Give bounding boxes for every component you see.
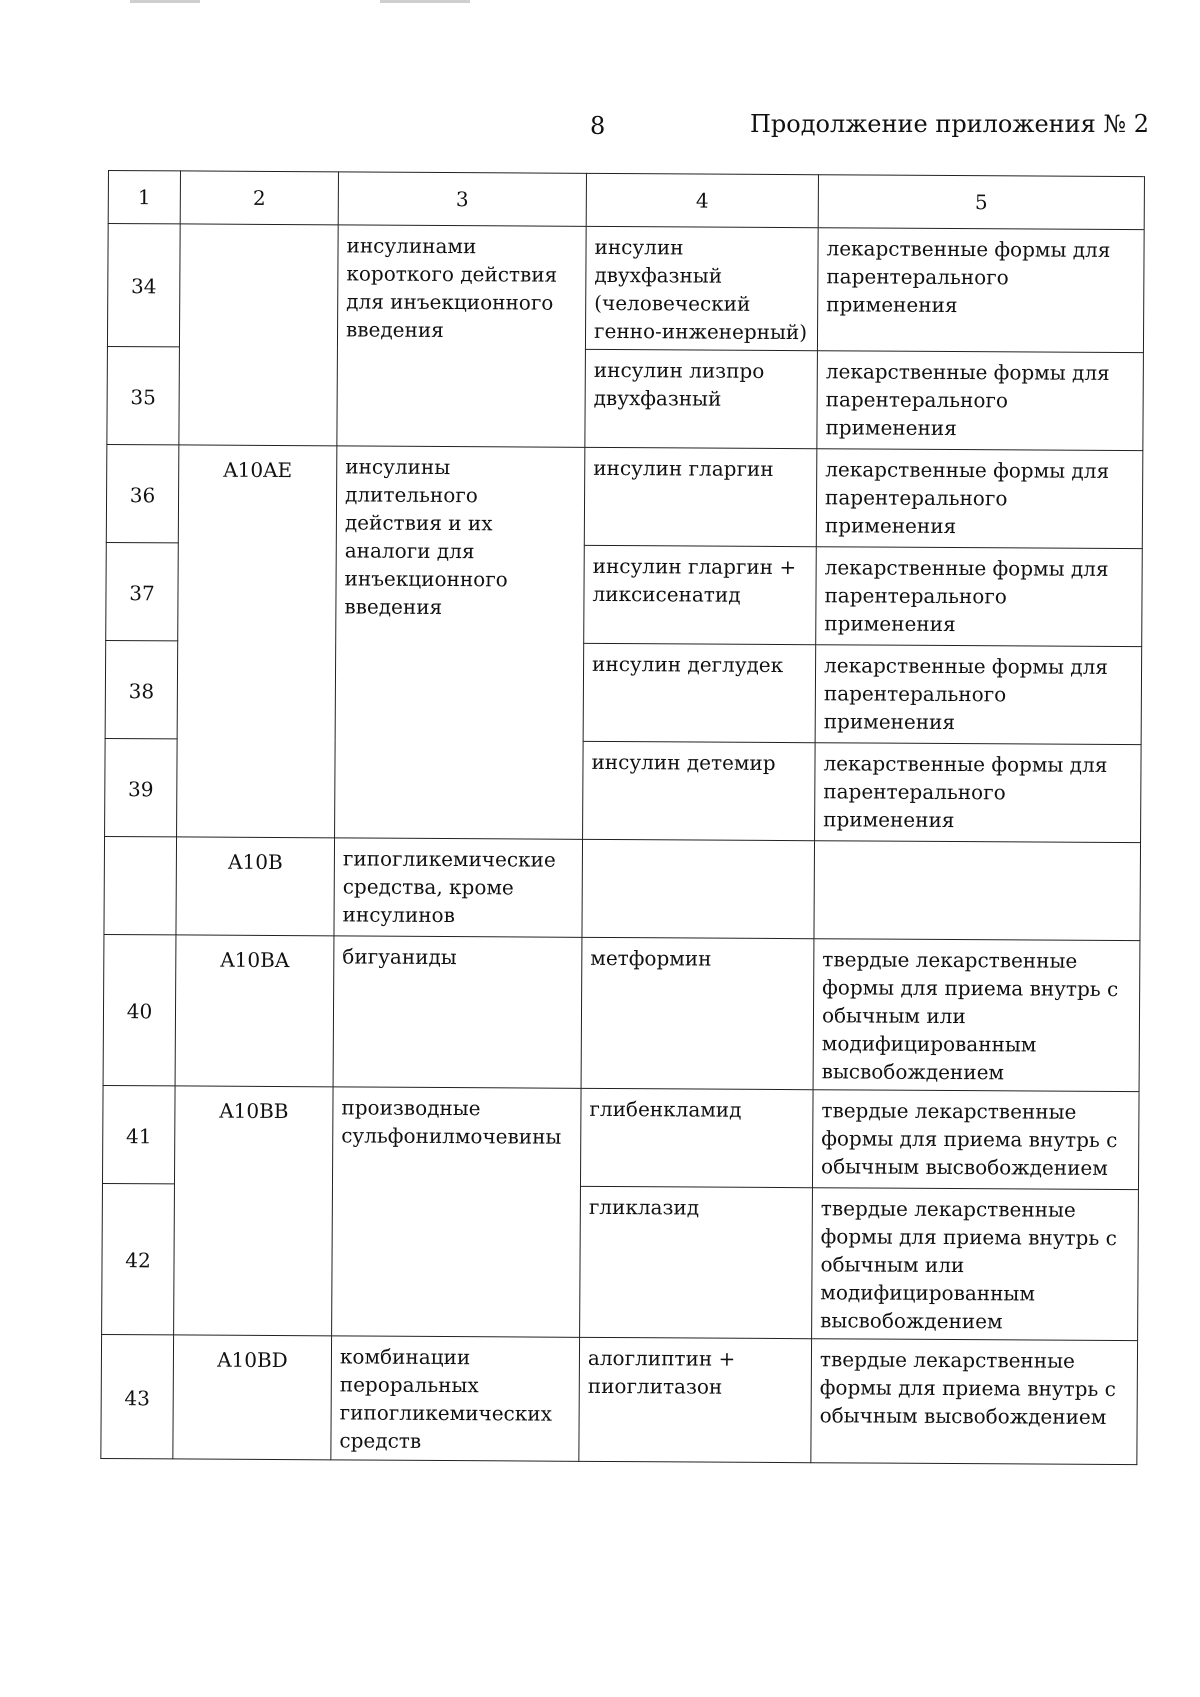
dosage-form-cell — [814, 841, 1141, 941]
drug-name-cell: инсулин гларгин — [584, 447, 817, 546]
dosage-form-cell: лекарственные формы для парентерального применения — [817, 351, 1144, 451]
atc-code-cell: A10B — [176, 837, 335, 936]
drug-name-cell — [582, 839, 815, 938]
row-number: 35 — [107, 346, 180, 444]
table-row — [102, 1085, 1139, 1189]
drug-name-cell: глибенкламид — [580, 1088, 813, 1187]
dosage-form-cell: лекарственные формы для парентерального применения — [816, 547, 1143, 647]
row-number: 36 — [106, 444, 179, 542]
row-number: 37 — [106, 542, 179, 640]
row-number: 39 — [105, 738, 178, 836]
row-number: 38 — [105, 640, 178, 738]
dosage-form-cell: твердые лекарственные формы для приема внутрь с обычным высвобождением — [811, 1339, 1138, 1465]
continuation-title: Продолжение приложения № 2 — [750, 110, 1150, 138]
drug-table — [100, 170, 1145, 1465]
drug-name-cell: инсулин двухфазный (человеческий генно-инженерный) — [585, 226, 818, 350]
group-cell: инсулинами короткого действия для инъекционного введения — [337, 225, 586, 447]
row-number: 40 — [103, 934, 176, 1085]
page-number: 8 — [590, 112, 606, 140]
table-row — [106, 444, 1143, 548]
column-header: 5 — [818, 175, 1144, 230]
dosage-form-cell: лекарственные формы для парентерального применения — [817, 228, 1144, 353]
group-cell: бигуаниды — [333, 936, 582, 1088]
atc-code-cell: A10BD — [173, 1335, 332, 1460]
row-number: 34 — [107, 224, 180, 347]
drug-name-cell: алоглиптин + пиоглитазон — [579, 1337, 812, 1462]
column-header: 1 — [108, 171, 180, 224]
table-header-row — [108, 171, 1144, 230]
dosage-form-cell: твердые лекарственные формы для приема внутрь с обычным или модифицированным высвобождением — [812, 1188, 1139, 1341]
dosage-form-cell: твердые лекарственные формы для приема внутрь с обычным высвобождением — [812, 1090, 1139, 1190]
row-number: 42 — [102, 1183, 175, 1334]
group-cell: производные сульфонилмочевины — [332, 1087, 581, 1337]
atc-code-cell: A10AE — [177, 445, 337, 838]
table-row — [107, 224, 1144, 353]
drug-name-cell: инсулин детемир — [583, 741, 816, 840]
dosage-form-cell: лекарственные формы для парентерального применения — [815, 743, 1142, 843]
row-number: 41 — [102, 1085, 175, 1183]
atc-code-cell: A10BA — [175, 935, 334, 1087]
scan-artifact — [130, 0, 490, 6]
atc-code-cell: A10BB — [174, 1086, 333, 1336]
row-number — [104, 836, 177, 934]
dosage-form-cell: твердые лекарственные формы для приема внутрь с обычным или модифицированным высвобождением — [813, 939, 1140, 1092]
row-number: 43 — [101, 1334, 174, 1458]
drug-name-cell: инсулин деглудек — [583, 643, 816, 742]
atc-code-cell — [179, 224, 338, 446]
group-cell: инсулины длительного действия и их аналоги для инъекционного введения — [335, 446, 585, 839]
column-header: 4 — [586, 173, 818, 227]
table-row — [101, 1334, 1138, 1464]
group-cell: гипогликемические средства, кроме инсулинов — [334, 838, 583, 937]
group-cell: комбинации пероральных гипогликемических средств — [331, 1336, 580, 1461]
drug-name-cell: инсулин лизпро двухфазный — [585, 349, 818, 448]
drug-name-cell: метформин — [581, 937, 814, 1089]
column-header: 2 — [180, 171, 338, 225]
drug-name-cell: инсулин гларгин + ликсисенатид — [584, 545, 817, 644]
dosage-form-cell: лекарственные формы для парентерального применения — [816, 449, 1143, 549]
table-row — [103, 934, 1140, 1091]
dosage-form-cell: лекарственные формы для парентерального применения — [815, 645, 1142, 745]
column-header: 3 — [338, 172, 586, 226]
drug-name-cell: гликлазид — [580, 1186, 813, 1338]
table-row — [104, 836, 1141, 940]
